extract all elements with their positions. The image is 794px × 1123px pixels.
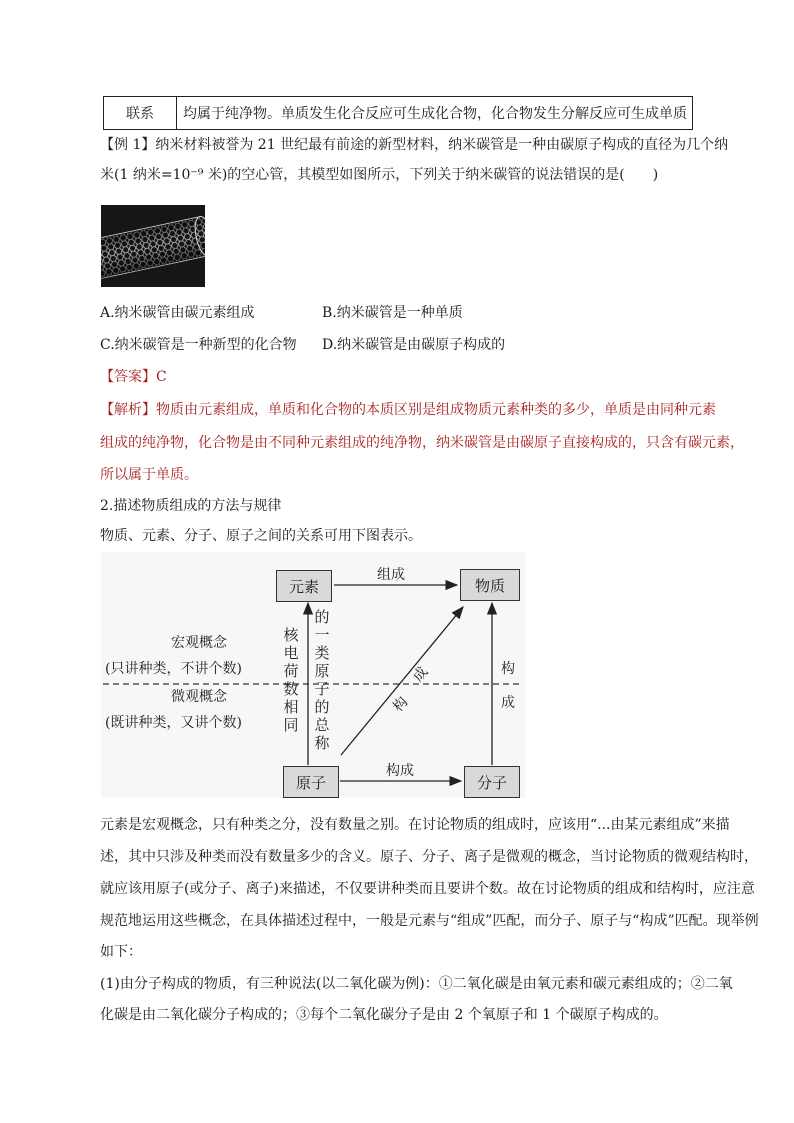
right-arrow-label-2: 成 [501, 695, 515, 711]
body-para2-line-2: 化碳是由二氧化碳分子构成的；③每个二氧化碳分子是由 2 个氧原子和 1 个碳原子构成的。 [100, 1007, 668, 1023]
top-arrow-label: 组成 [377, 567, 405, 583]
macro-concept-title: 宏观概念 [171, 635, 227, 651]
body-para1-line-1: 元素是宏观概念，只有种类之分，没有数量之别。在讨论物质的组成时，应该用“...由某元素组成”来描 [100, 817, 730, 833]
body-para1-line-2: 述，其中只涉及种类而没有数量多少的含义。原子、分子、离子是微观的概念，当讨论物质的微观结构时， [100, 849, 758, 865]
example-question-line-1: 【例 1】纳米材料被誉为 21 世纪最有前途的新型材料，纳米碳管是一种由碳原子构成的直径为几个纳 [100, 137, 729, 153]
relationship-diagram [101, 552, 525, 798]
option-c: C.纳米碳管是一种新型的化合物 [100, 337, 297, 353]
micro-concept-note: (既讲种类，又讲个数) [105, 715, 242, 731]
analysis-line-1: 【解析】物质由元素组成，单质和化合物的本质区别是组成物质元素种类的多少，单质是由同种元素 [100, 402, 716, 418]
substance-box: 物质 [460, 569, 520, 601]
right-vertical-text: 的 一 类 原 子 的 总 称 [314, 608, 330, 752]
body-para1-line-4: 规范地运用这些概念，在具体描述过程中，一般是元素与“组成”匹配，而分子、原子与“构成”匹配。现举例 [100, 913, 759, 929]
atom-box: 原子 [283, 766, 339, 798]
body-para2-line-1: (1)由分子构成的物质，有三种说法(以二氧化碳为例)：①二氧化碳是由氧元素和碳元素组成的；②二氧 [100, 976, 733, 992]
option-b: B.纳米碳管是一种单质 [322, 305, 463, 321]
example-question-line-2: 米(1 纳米=10⁻⁹ 米)的空心管，其模型如图所示，下列关于纳米碳管的说法错误的是( ) [100, 167, 659, 183]
macro-concept-note: (只讲种类，不讲个数) [105, 661, 242, 677]
micro-concept-title: 微观概念 [171, 689, 227, 705]
molecule-box: 分子 [464, 766, 520, 798]
left-vertical-text: 核 电 荷 数 相 同 [283, 626, 299, 734]
option-d: D.纳米碳管是由碳原子构成的 [322, 337, 506, 353]
analysis-line-3: 所以属于单质。 [100, 467, 198, 483]
diagonal-label-1: 构 [390, 694, 412, 716]
nanotube-image [101, 205, 205, 287]
body-para1-line-5: 如下： [100, 944, 142, 960]
answer-line: 【答案】C [100, 369, 167, 385]
relation-table-row [103, 96, 693, 130]
relation-label: 联系 [104, 97, 177, 129]
option-a: A.纳米碳管由碳元素组成 [100, 305, 255, 321]
diagonal-label-2: 成 [410, 664, 432, 686]
relation-content: 均属于纯净物。单质发生化合反应可生成化合物，化合物发生分解反应可生成单质 [183, 106, 687, 122]
right-arrow-label-1: 构 [501, 661, 515, 677]
body-para1-line-3: 就应该用原子(或分子、离子)来描述，不仅要讲种类而且要讲个数。故在讨论物质的组成和结构时，应注意 [100, 881, 755, 897]
section-intro: 物质、元素、分子、原子之间的关系可用下图表示。 [100, 528, 422, 544]
element-box: 元素 [276, 570, 332, 602]
bottom-arrow-label: 构成 [386, 763, 414, 779]
section-heading: 2.描述物质组成的方法与规律 [100, 498, 282, 514]
analysis-line-2: 组成的纯净物，化合物是由不同种元素组成的纯净物，纳米碳管是由碳原子直接构成的，只含有碳元素， [100, 435, 744, 451]
